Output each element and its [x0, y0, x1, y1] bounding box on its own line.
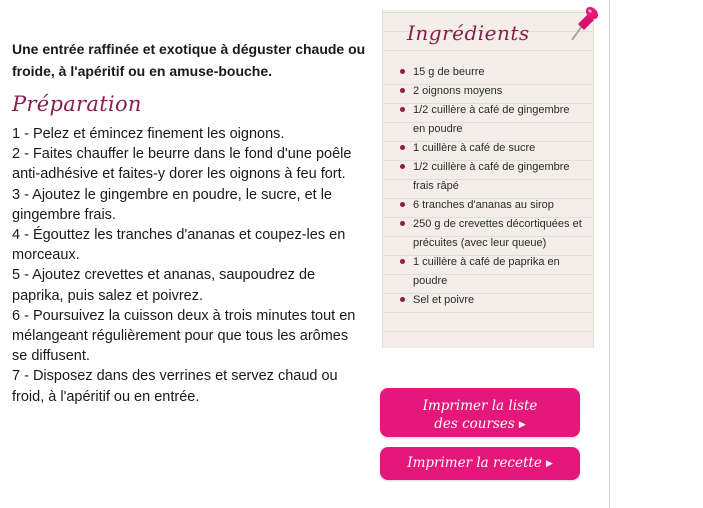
- ingredient-item: 1/2 cuillère à café de gingembre frais râpé: [383, 158, 593, 196]
- print-recipe-label: Imprimer la recette: [407, 455, 542, 471]
- content-divider: [609, 0, 610, 508]
- recipe-intro: Une entrée raffinée et exotique à déguster chaude ou froide, à l'apéritif ou en amuse-bouche.: [12, 41, 366, 79]
- bullet-icon: [400, 69, 405, 74]
- ingredients-card: [382, 10, 594, 348]
- step-3: 3 - Ajoutez le gingembre en poudre, le sucre, et le gingembre frais.: [12, 186, 332, 223]
- bullet-icon: [400, 145, 405, 150]
- ingredient-item: 15 g de beurre: [383, 63, 593, 82]
- card-torn-edge: [383, 6, 593, 14]
- step-2: 2 - Faites chauffer le beurre dans le fond d'une poêle anti-adhésive et faites-y dorer les oignons à feu fort.: [12, 146, 352, 183]
- ingredients-title: Ingrédients: [407, 21, 530, 45]
- print-shopping-list-button[interactable]: [380, 388, 580, 437]
- ingredients-list: [383, 63, 593, 310]
- bullet-icon: [400, 107, 405, 112]
- pushpin-icon: [566, 4, 602, 44]
- bullet-icon: [400, 221, 405, 226]
- ingredient-item: 250 g de crevettes décortiquées et précuites (avec leur queue): [383, 215, 593, 253]
- print-recipe-button[interactable]: [380, 447, 580, 480]
- print-list-label-line2: des courses: [434, 416, 515, 432]
- recipe-content: [12, 38, 367, 407]
- bullet-icon: [400, 164, 405, 169]
- bullet-icon: [400, 259, 405, 264]
- ingredient-item: 1 cuillère à café de sucre: [383, 139, 593, 158]
- bullet-icon: [400, 297, 405, 302]
- step-7: 7 - Disposez dans des verrines et servez chaud ou froid, à l'apéritif ou en entrée.: [12, 368, 338, 405]
- print-list-label-line1: Imprimer la liste: [422, 398, 538, 414]
- preparation-title: Préparation: [12, 92, 142, 116]
- bullet-icon: [400, 88, 405, 93]
- ingredient-item: Sel et poivre: [383, 291, 593, 310]
- step-6: 6 - Poursuivez la cuisson deux à trois minutes tout en mélangeant régulièrement pour que tous les arômes se diffusent.: [12, 307, 356, 365]
- preparation-steps: [12, 124, 367, 407]
- bullet-icon: [400, 202, 405, 207]
- step-1: 1 - Pelez et émincez finement les oignons.: [12, 126, 285, 142]
- ingredient-item: 1 cuillère à café de paprika en poudre: [383, 253, 593, 291]
- step-5: 5 - Ajoutez crevettes et ananas, saupoudrez de paprika, puis salez et poivrez.: [12, 267, 316, 304]
- ingredient-item: 6 tranches d'ananas au sirop: [383, 196, 593, 215]
- ingredient-item: 2 oignons moyens: [383, 82, 593, 101]
- arrow-right-icon: ▶: [518, 420, 526, 430]
- arrow-right-icon: ▶: [545, 459, 553, 469]
- step-4: 4 - Égouttez les tranches d'ananas et coupez-les en morceaux.: [12, 227, 346, 264]
- ingredient-item: 1/2 cuillère à café de gingembre en poudre: [383, 101, 593, 139]
